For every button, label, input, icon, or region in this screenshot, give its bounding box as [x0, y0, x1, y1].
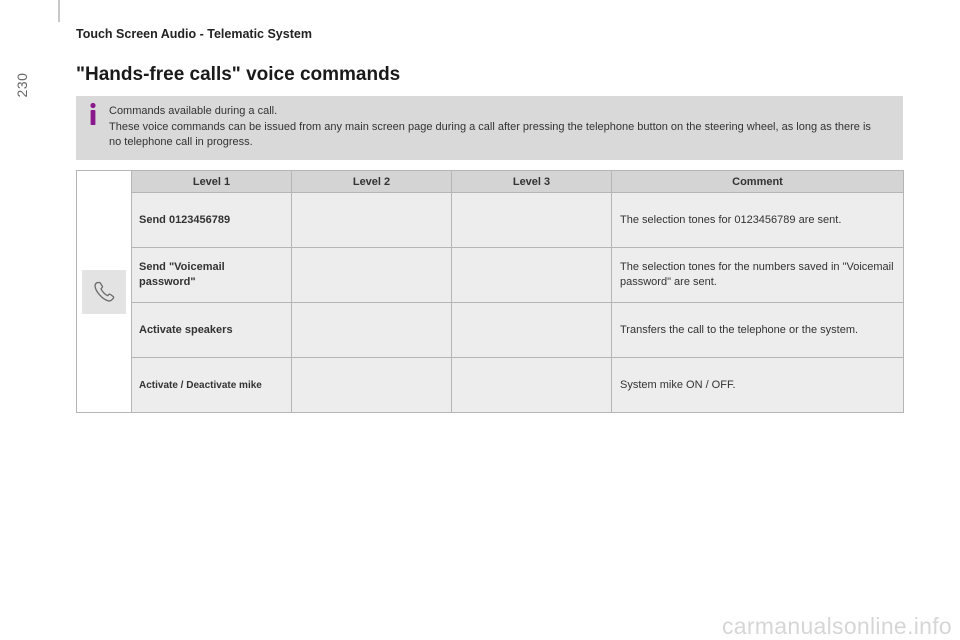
header-level-2: Level 2: [292, 171, 452, 193]
icon-column: [77, 171, 132, 413]
row-level-2: [292, 193, 452, 248]
table-row: [77, 303, 904, 358]
row-comment: System mike ON / OFF.: [612, 358, 904, 413]
row-level-2: [292, 303, 452, 358]
table-row: [77, 248, 904, 303]
phone-icon-box: [82, 270, 126, 314]
row-level-1: Send "Voicemail password": [132, 248, 292, 303]
row-level-2: [292, 358, 452, 413]
table-row: [77, 358, 904, 413]
table-header-row: [77, 171, 904, 193]
info-box: [76, 96, 903, 160]
running-header: Touch Screen Audio - Telematic System: [76, 27, 312, 41]
header-level-3: Level 3: [452, 171, 612, 193]
page-number: 230: [14, 72, 30, 98]
row-level-3: [452, 358, 612, 413]
watermark: carmanualsonline.info: [721, 613, 952, 639]
row-level-1: Activate speakers: [132, 303, 292, 358]
info-line-2: These voice commands can be issued from any main screen page during a call after pressing the telephone button on the steering wheel, as long as there is no telephone call in progress.: [109, 120, 871, 148]
section-title: "Hands-free calls" voice commands: [76, 64, 401, 85]
voice-commands-table: [76, 170, 904, 413]
info-text: [109, 104, 883, 151]
row-level-3: [452, 303, 612, 358]
row-level-1: Activate / Deactivate mike: [132, 358, 292, 413]
page-left-rule: [58, 0, 60, 22]
table-row: [77, 193, 904, 248]
info-icon: [87, 102, 99, 126]
row-comment: The selection tones for 0123456789 are sent.: [612, 193, 904, 248]
phone-icon: [91, 279, 117, 305]
header-level-1: Level 1: [132, 171, 292, 193]
info-line-1: Commands available during a call.: [109, 105, 278, 117]
row-level-3: [452, 193, 612, 248]
row-level-3: [452, 248, 612, 303]
row-level-2: [292, 248, 452, 303]
row-comment: The selection tones for the numbers saved in "Voicemail password" are sent.: [612, 248, 904, 303]
row-level-1: Send 0123456789: [132, 193, 292, 248]
header-comment: Comment: [612, 171, 904, 193]
row-comment: Transfers the call to the telephone or the system.: [612, 303, 904, 358]
